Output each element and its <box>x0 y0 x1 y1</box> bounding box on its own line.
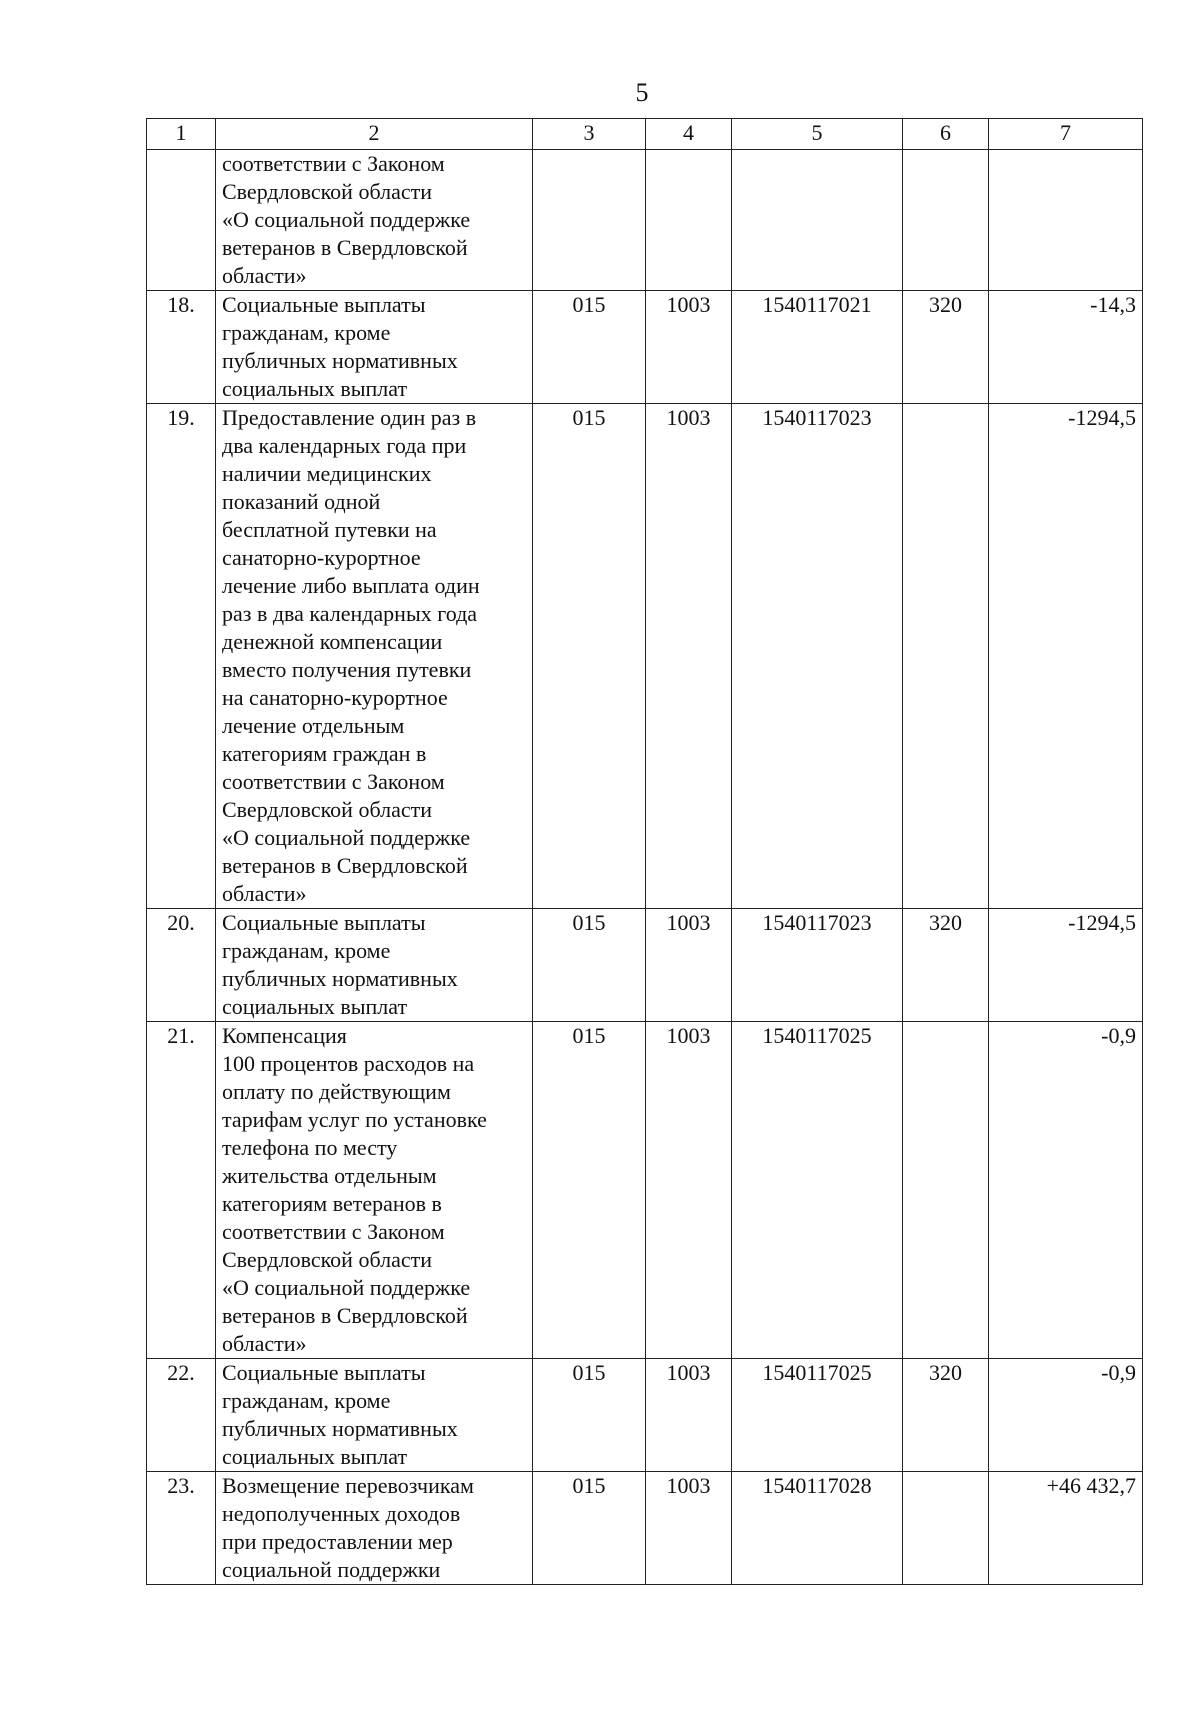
section-code-cell <box>646 150 732 291</box>
column-header: 7 <box>989 119 1143 150</box>
column-header: 6 <box>903 119 989 150</box>
table-row <box>147 291 1143 404</box>
amount-cell <box>989 150 1143 291</box>
expense-type-cell: 320 <box>903 291 989 404</box>
row-number-cell: 20. <box>147 909 216 1022</box>
row-number-cell: 18. <box>147 291 216 404</box>
row-number-cell <box>147 150 216 291</box>
ministry-code-cell: 015 <box>533 1022 646 1359</box>
expense-type-cell: 320 <box>903 909 989 1022</box>
expense-type-cell <box>903 1472 989 1585</box>
ministry-code-cell <box>533 150 646 291</box>
description-cell: Возмещение перевозчикам недополученных доходов при предоставлении мер социальной поддержки <box>216 1472 533 1585</box>
section-code-cell: 1003 <box>646 1022 732 1359</box>
ministry-code-cell: 015 <box>533 1472 646 1585</box>
description-cell: соответствии с Законом Свердловской области «О социальной поддержке ветеранов в Свердловской области» <box>216 150 533 291</box>
expense-type-cell <box>903 1022 989 1359</box>
column-header: 1 <box>147 119 216 150</box>
table-row <box>147 1022 1143 1359</box>
page-number: 5 <box>635 78 649 107</box>
description-cell: Социальные выплаты гражданам, кроме публичных нормативных социальных выплат <box>216 909 533 1022</box>
section-code-cell: 1003 <box>646 404 732 909</box>
expense-type-cell <box>903 150 989 291</box>
ministry-code-cell: 015 <box>533 1359 646 1472</box>
table-row <box>147 404 1143 909</box>
description-cell: Социальные выплаты гражданам, кроме публичных нормативных социальных выплат <box>216 291 533 404</box>
amount-cell: -1294,5 <box>989 909 1143 1022</box>
target-article-cell: 1540117023 <box>732 404 903 909</box>
table-row <box>147 909 1143 1022</box>
ministry-code-cell: 015 <box>533 404 646 909</box>
description-cell: Предоставление один раз в два календарных года при наличии медицинских показаний одной бесплатной путевки на санаторно-курортное лечение либо выплата один раз в два календарных года денежной компенсации вместо получения путевки на санаторно-курортное лечение отдельным категориям граждан в соответствии с Законом Свердловской области «О социальной поддержке ветеранов в Свердловской области» <box>216 404 533 909</box>
expense-type-cell: 320 <box>903 1359 989 1472</box>
ministry-code-cell: 015 <box>533 291 646 404</box>
column-header: 3 <box>533 119 646 150</box>
amount-cell: +46 432,7 <box>989 1472 1143 1585</box>
description-cell: Социальные выплаты гражданам, кроме публичных нормативных социальных выплат <box>216 1359 533 1472</box>
amount-cell: -0,9 <box>989 1022 1143 1359</box>
description-cell: Компенсация 100 процентов расходов на оплату по действующим тарифам услуг по установке телефона по месту жительства отдельным категориям ветеранов в соответствии с Законом Свердловской области «О социальной поддержке ветеранов в Свердловской области» <box>216 1022 533 1359</box>
budget-table <box>146 118 1143 1585</box>
section-code-cell: 1003 <box>646 291 732 404</box>
table-row <box>147 1472 1143 1585</box>
row-number-cell: 23. <box>147 1472 216 1585</box>
ministry-code-cell: 015 <box>533 909 646 1022</box>
column-header: 5 <box>732 119 903 150</box>
target-article-cell <box>732 150 903 291</box>
row-number-cell: 19. <box>147 404 216 909</box>
expense-type-cell <box>903 404 989 909</box>
amount-cell: -1294,5 <box>989 404 1143 909</box>
row-number-cell: 22. <box>147 1359 216 1472</box>
section-code-cell: 1003 <box>646 1359 732 1472</box>
header-row <box>147 119 1143 150</box>
target-article-cell: 1540117021 <box>732 291 903 404</box>
row-number-cell: 21. <box>147 1022 216 1359</box>
target-article-cell: 1540117023 <box>732 909 903 1022</box>
column-header: 4 <box>646 119 732 150</box>
column-header: 2 <box>216 119 533 150</box>
target-article-cell: 1540117028 <box>732 1472 903 1585</box>
section-code-cell: 1003 <box>646 909 732 1022</box>
amount-cell: -14,3 <box>989 291 1143 404</box>
target-article-cell: 1540117025 <box>732 1022 903 1359</box>
target-article-cell: 1540117025 <box>732 1359 903 1472</box>
section-code-cell: 1003 <box>646 1472 732 1585</box>
table-row <box>147 1359 1143 1472</box>
amount-cell: -0,9 <box>989 1359 1143 1472</box>
table-row <box>147 150 1143 291</box>
